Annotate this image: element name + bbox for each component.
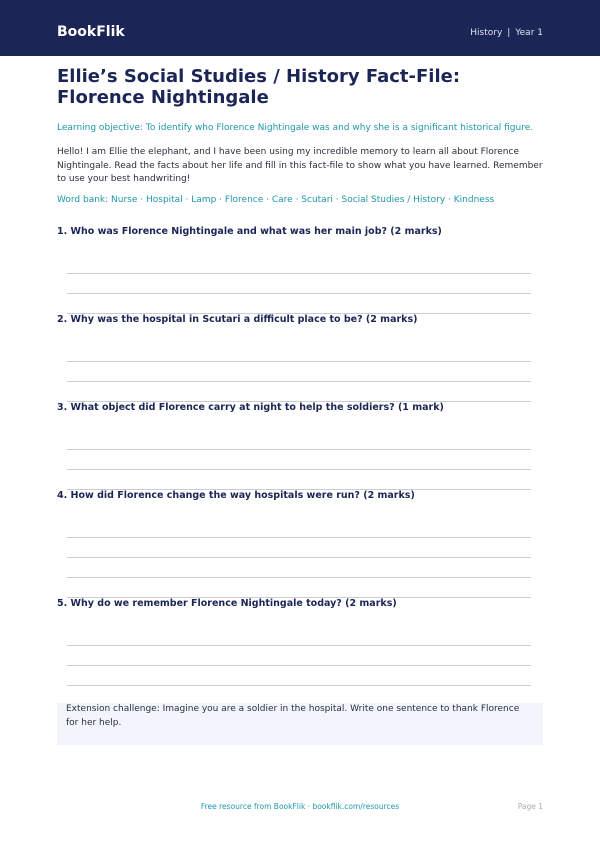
subject-label: History xyxy=(470,28,503,38)
answer-line[interactable] xyxy=(67,645,531,646)
learning-objective: Learning objective: To identify who Florence Nightingale was and why she is a significant historical figure. xyxy=(57,123,534,133)
answer-line[interactable] xyxy=(67,293,531,294)
year-label: Year 1 xyxy=(515,28,543,38)
header-bar xyxy=(0,0,600,56)
extension-challenge-text: Extension challenge: Imagine you are a soldier in the hospital. Write one sentence to thank Florence for her help. xyxy=(66,704,520,728)
answer-line[interactable] xyxy=(67,361,531,362)
question-1: 1. Who was Florence Nightingale and what was her main job? (2 marks) xyxy=(57,226,442,237)
question-2: 2. Why was the hospital in Scutari a difficult place to be? (2 marks) xyxy=(57,314,418,325)
answer-line[interactable] xyxy=(67,577,531,578)
intro-paragraph: Hello! I am Ellie the elephant, and I have been using my incredible memory to learn all about Florence Nightingale. Read the facts about her life and fill in this fact-file to show what you have learned. Remember to use your best handwriting! xyxy=(57,147,543,184)
question-3: 3. What object did Florence carry at night to help the soldiers? (1 mark) xyxy=(57,402,444,413)
question-4: 4. How did Florence change the way hospitals were run? (2 marks) xyxy=(57,490,415,501)
page-number: Page 1 xyxy=(517,802,543,811)
footer-credit: Free resource from BookFlik · bookflik.com/resources xyxy=(200,802,400,811)
subject-year-meta xyxy=(470,27,543,39)
extension-challenge-box xyxy=(57,703,543,745)
brand-logo-text: BookFlik xyxy=(57,24,125,40)
page-title: Ellie’s Social Studies / History Fact-File: Florence Nightingale xyxy=(57,66,461,108)
question-5: 5. Why do we remember Florence Nightingale today? (2 marks) xyxy=(57,598,397,609)
answer-line[interactable] xyxy=(67,685,531,686)
answer-line[interactable] xyxy=(67,273,531,274)
answer-line[interactable] xyxy=(67,469,531,470)
meta-separator: | xyxy=(507,28,511,38)
word-bank: Word bank: Nurse · Hospital · Lamp · Florence · Care · Scutari · Social Studies / History · Kindness xyxy=(57,195,495,205)
answer-line[interactable] xyxy=(67,381,531,382)
answer-line[interactable] xyxy=(67,557,531,558)
answer-line[interactable] xyxy=(67,537,531,538)
answer-line[interactable] xyxy=(67,449,531,450)
answer-line[interactable] xyxy=(67,665,531,666)
